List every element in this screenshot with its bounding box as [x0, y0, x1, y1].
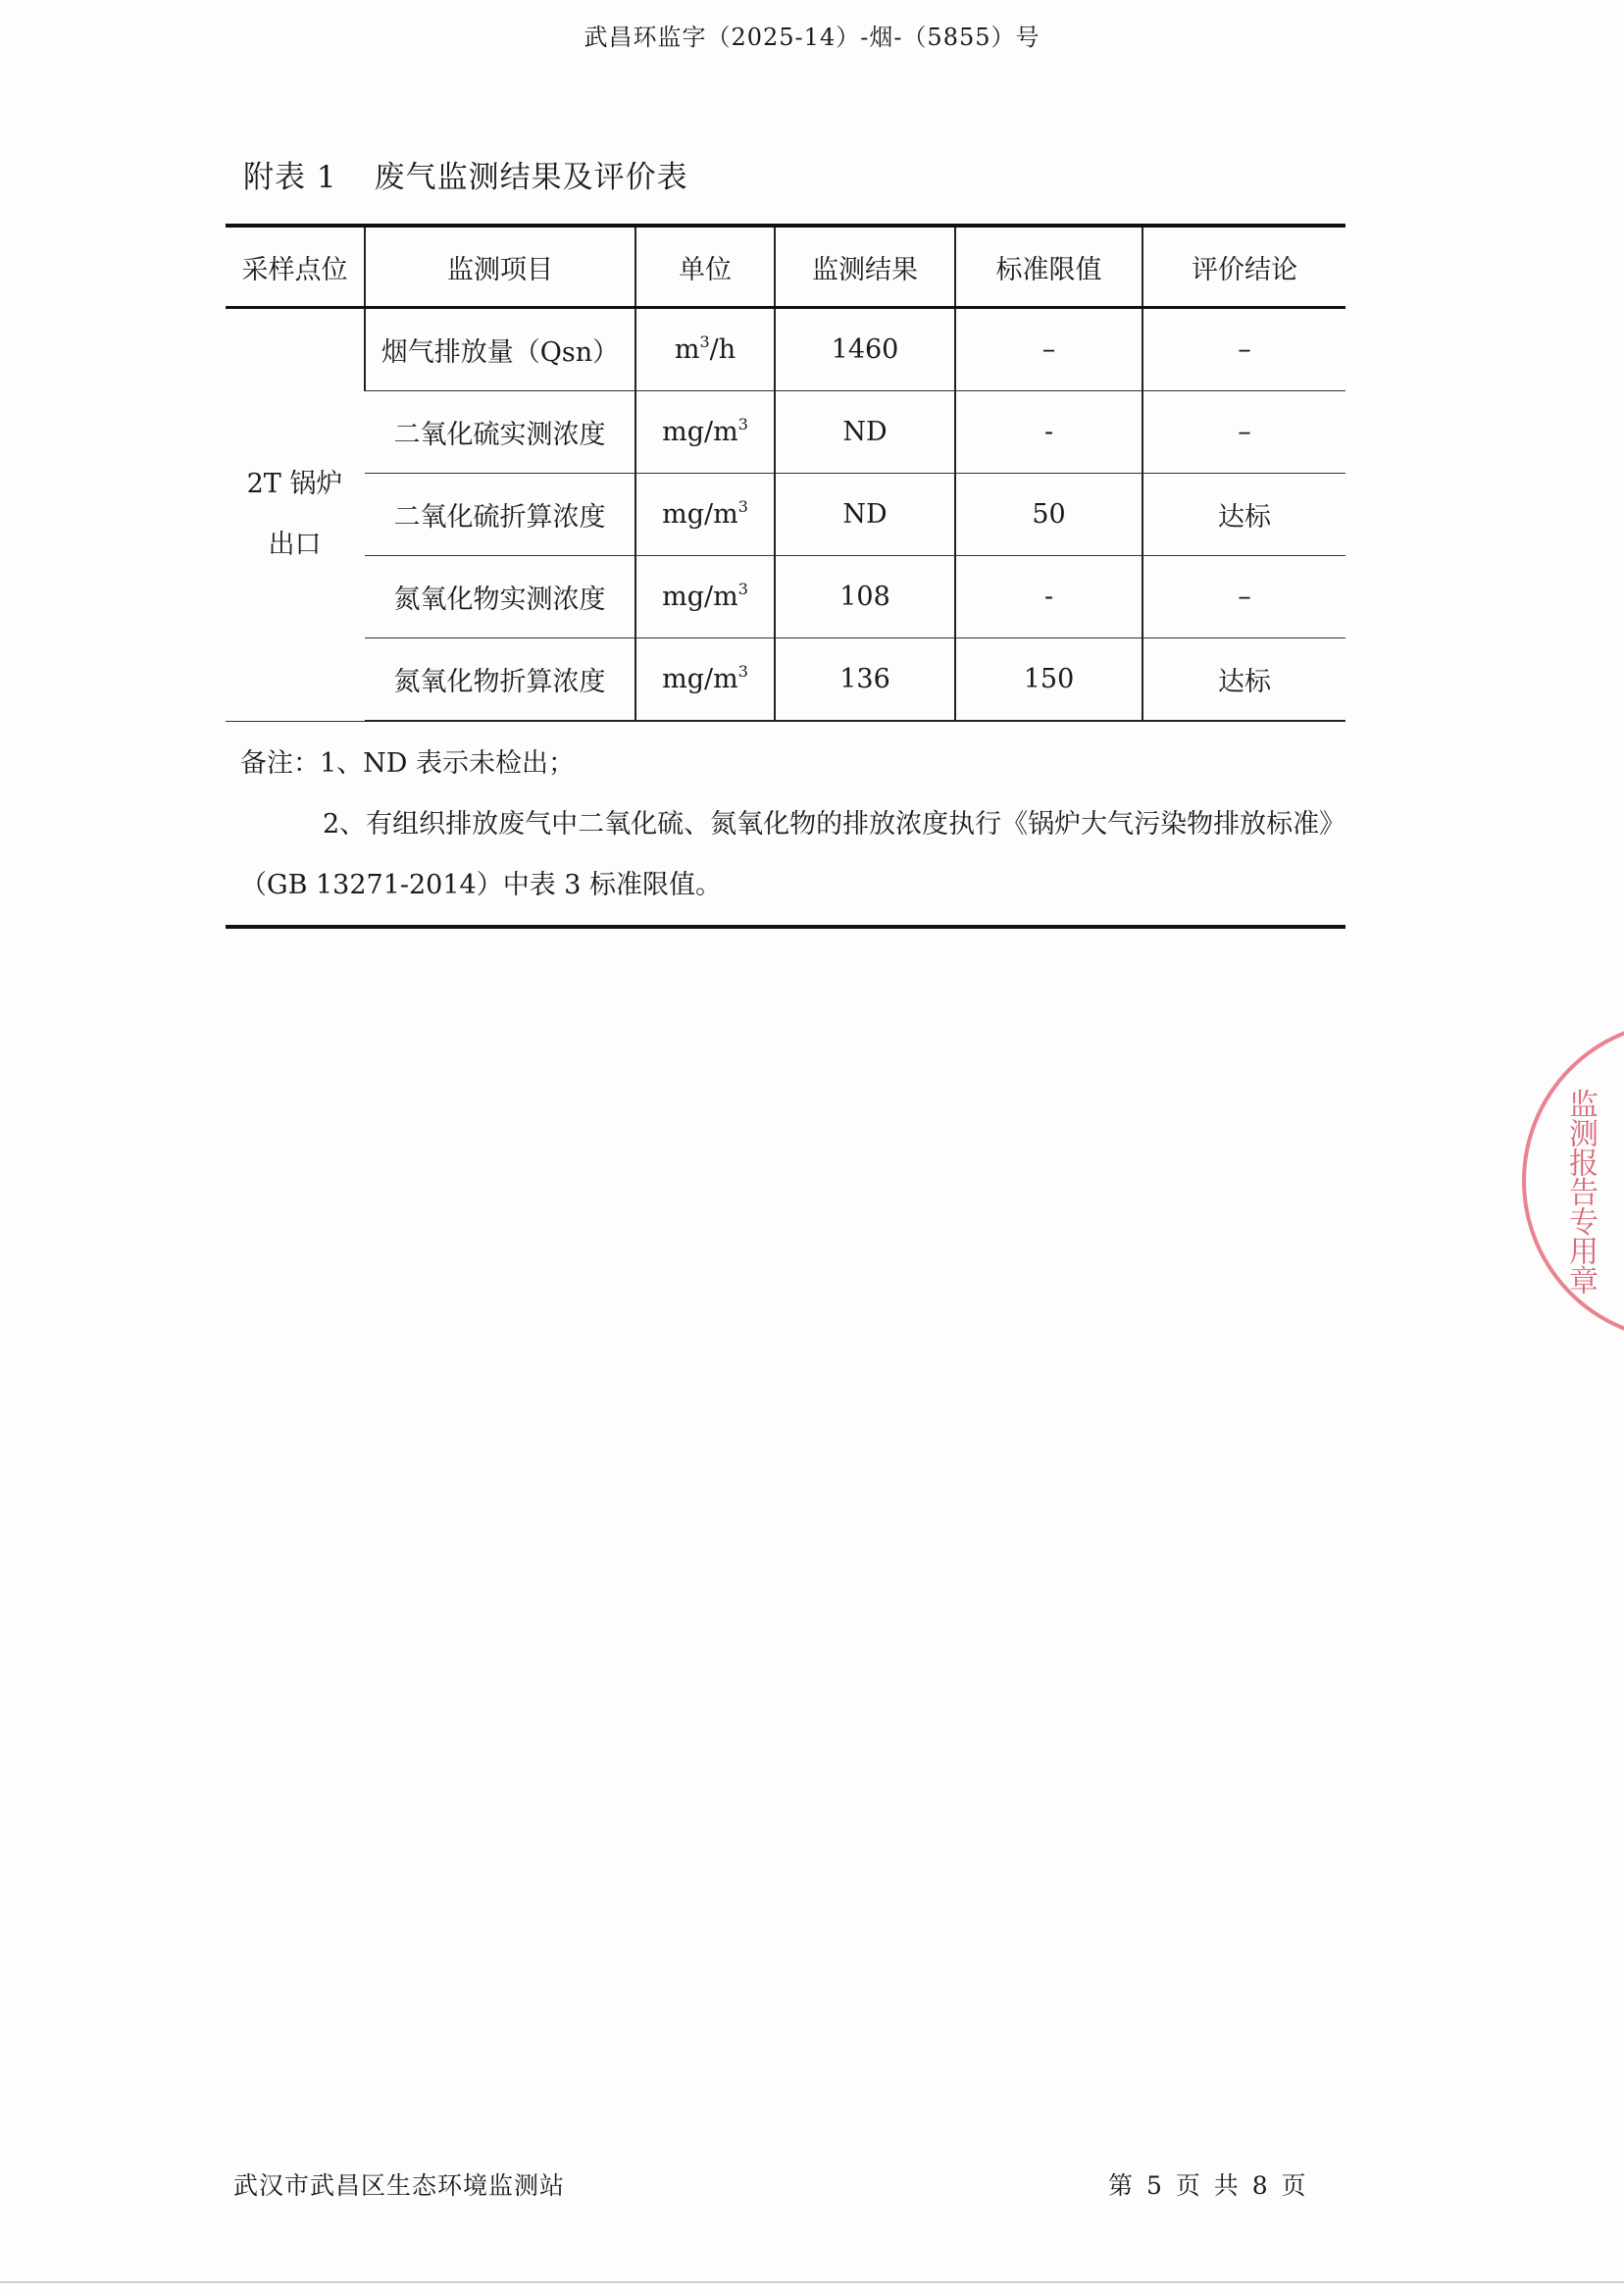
col-header-item: 监测项目	[365, 226, 635, 308]
note-line-1: 备注：1、ND 表示未检出；	[240, 748, 576, 779]
item-cell: 二氧化硫折算浓度	[365, 474, 635, 556]
sampling-site-cell	[226, 308, 365, 722]
table-number: 附表 1	[243, 160, 337, 195]
conclusion-cell: –	[1142, 556, 1345, 638]
sampling-site-line2: 出口	[268, 529, 322, 560]
item-cell: 烟气排放量（Qsn）	[365, 308, 635, 391]
result-cell: ND	[775, 391, 955, 474]
scan-edge-line	[0, 2281, 1624, 2283]
sampling-site-line1: 2T 锅炉	[246, 468, 343, 499]
unit-cell: $mg/m^3$	[635, 638, 775, 722]
footer-organization: 武汉市武昌区生态环境监测站	[233, 2171, 566, 2200]
unit-cell: $mg/m^3$	[635, 474, 775, 556]
monitoring-results-table	[226, 224, 1345, 722]
conclusion-cell: –	[1142, 308, 1345, 391]
note-line-2: 2、有组织排放废气中二氧化硫、氮氧化物的排放浓度执行《锅炉大气污染物排放标准》（GB 13271-2014）中表 3 标准限值。	[240, 809, 1333, 900]
table-title-text: 废气监测结果及评价表	[374, 160, 688, 195]
conclusion-cell: 达标	[1142, 474, 1345, 556]
result-cell: ND	[775, 474, 955, 556]
limit-cell: -	[955, 556, 1142, 638]
document-code: 武昌环监字（2025-14）-烟-（5855）号	[584, 24, 1040, 51]
table-row	[226, 556, 1345, 638]
unit-cell: $mg/m^3$	[635, 391, 775, 474]
seal-text: 监测报告专用章	[1563, 1089, 1598, 1295]
table-row	[226, 308, 1345, 391]
unit-cell: $mg/m^3$	[635, 556, 775, 638]
limit-cell: -	[955, 391, 1142, 474]
footer-page-number: 第 5 页 共 8 页	[1108, 2171, 1306, 2200]
table-row	[226, 391, 1345, 474]
col-header-conclusion: 评价结论	[1142, 226, 1345, 308]
conclusion-cell: 达标	[1142, 638, 1345, 722]
table-notes	[240, 734, 1339, 916]
result-cell: 108	[775, 556, 955, 638]
limit-cell: 150	[955, 638, 1142, 722]
table-header-row	[226, 226, 1345, 308]
item-cell: 二氧化硫实测浓度	[365, 391, 635, 474]
table-title	[243, 152, 688, 196]
result-cell: 1460	[775, 308, 955, 391]
col-header-unit: 单位	[635, 226, 775, 308]
limit-cell: 50	[955, 474, 1142, 556]
col-header-limit: 标准限值	[955, 226, 1142, 308]
limit-cell: –	[955, 308, 1142, 391]
col-header-site: 采样点位	[226, 226, 365, 308]
unit-cell: $m^3/h$	[635, 308, 775, 391]
notes-bottom-rule	[226, 925, 1345, 929]
result-cell: 136	[775, 638, 955, 722]
table-row	[226, 474, 1345, 556]
item-cell: 氮氧化物实测浓度	[365, 556, 635, 638]
table-row	[226, 638, 1345, 722]
item-cell: 氮氧化物折算浓度	[365, 638, 635, 722]
col-header-result: 监测结果	[775, 226, 955, 308]
conclusion-cell: –	[1142, 391, 1345, 474]
